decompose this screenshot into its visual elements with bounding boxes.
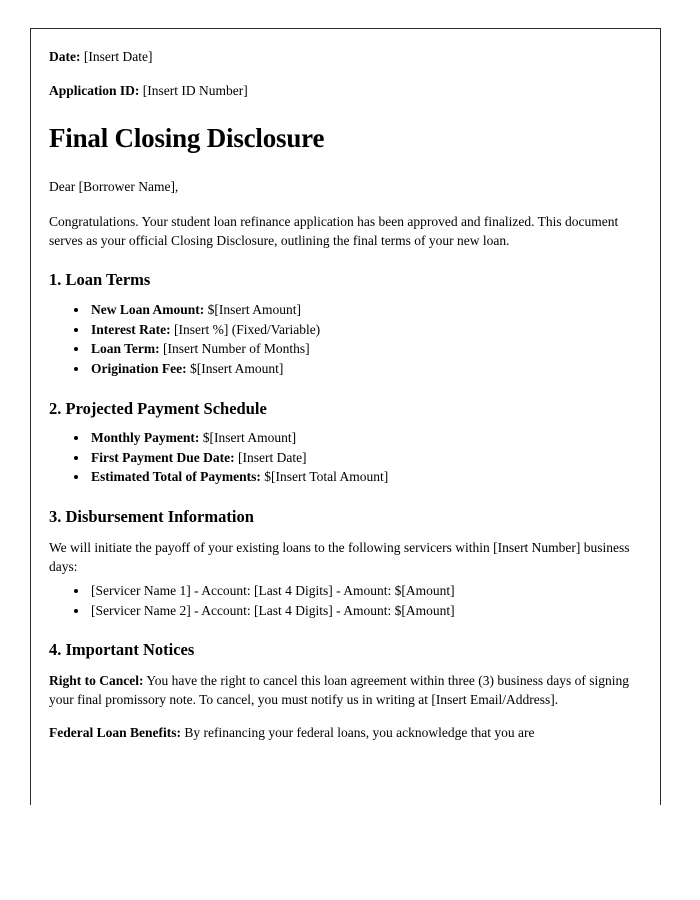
- bullet-value: $[Insert Amount]: [202, 430, 297, 446]
- bullet-value: $[Insert Total Amount]: [264, 469, 389, 485]
- notice-federal-loan-benefits: [49, 723, 630, 742]
- bullet-label: Interest Rate:: [91, 321, 171, 337]
- document-body: [31, 29, 660, 742]
- list-item: [89, 301, 630, 320]
- bullet-label: First Payment Due Date:: [91, 449, 235, 465]
- application-id-label: Application ID:: [49, 82, 140, 98]
- section-heading-payment-schedule: 2. Projected Payment Schedule: [49, 398, 267, 418]
- bullet-value: [Servicer Name 1] - Account: [Last 4 Digits] - Amount: $[Amount]: [91, 582, 455, 598]
- notice-text: By refinancing your federal loans, you acknowledge that you are: [180, 725, 535, 741]
- date-label: Date:: [49, 49, 81, 64]
- intro-paragraph: Congratulations. Your student loan refinance application has been approved and finalized. This document serves as your official Closing Disclosure, outlining the final terms of your new loan.: [49, 214, 619, 249]
- list-item: [89, 321, 630, 340]
- bullet-label: Monthly Payment:: [91, 430, 200, 446]
- list-item: [89, 449, 630, 468]
- salutation: Dear [Borrower Name],: [49, 178, 179, 194]
- bullet-value: $[Insert Amount]: [207, 302, 302, 318]
- bullet-value: [Insert %] (Fixed/Variable): [173, 321, 321, 337]
- section-heading-important-notices: 4. Important Notices: [49, 640, 195, 660]
- notice-label: Right to Cancel:: [49, 672, 144, 688]
- list-item: [89, 468, 630, 487]
- list-item: [89, 429, 630, 448]
- application-id-value: [Insert ID Number]: [142, 82, 248, 98]
- notice-label: Federal Loan Benefits:: [49, 725, 181, 741]
- notice-text: You have the right to cancel this loan agreement within three (3) business days of signing your final promissory note. To cancel, you must notify us in writing at [Insert Email/Address].: [49, 672, 630, 707]
- list-item: [89, 602, 630, 621]
- section-heading-disbursement: 3. Disbursement Information: [49, 507, 254, 527]
- bullet-label: New Loan Amount:: [91, 302, 205, 318]
- bullet-value: [Insert Date]: [237, 449, 307, 465]
- bullet-label: Loan Term:: [91, 341, 160, 357]
- date-value: [Insert Date]: [83, 49, 153, 64]
- bullet-label: Estimated Total of Payments:: [91, 469, 261, 485]
- document-page: [30, 28, 661, 805]
- section-heading-loan-terms: 1. Loan Terms: [49, 270, 151, 290]
- payment-schedule-list: [49, 429, 630, 487]
- loan-terms-list: [49, 301, 630, 379]
- disbursement-paragraph: We will initiate the payoff of your existing loans to the following servicers within [Insert Number] business days:: [49, 539, 630, 574]
- list-item: [89, 360, 630, 379]
- list-item: [89, 582, 630, 601]
- list-item: [89, 340, 630, 359]
- date-line: [49, 47, 630, 67]
- bullet-value: $[Insert Amount]: [189, 360, 284, 376]
- bullet-value: [Servicer Name 2] - Account: [Last 4 Digits] - Amount: $[Amount]: [91, 602, 455, 618]
- notice-right-to-cancel: [49, 671, 630, 709]
- bullet-label: Origination Fee:: [91, 360, 187, 376]
- bullet-value: [Insert Number of Months]: [163, 341, 310, 357]
- application-id-line: [49, 81, 630, 101]
- servicer-list: [49, 582, 630, 620]
- page-title: Final Closing Disclosure: [49, 123, 325, 154]
